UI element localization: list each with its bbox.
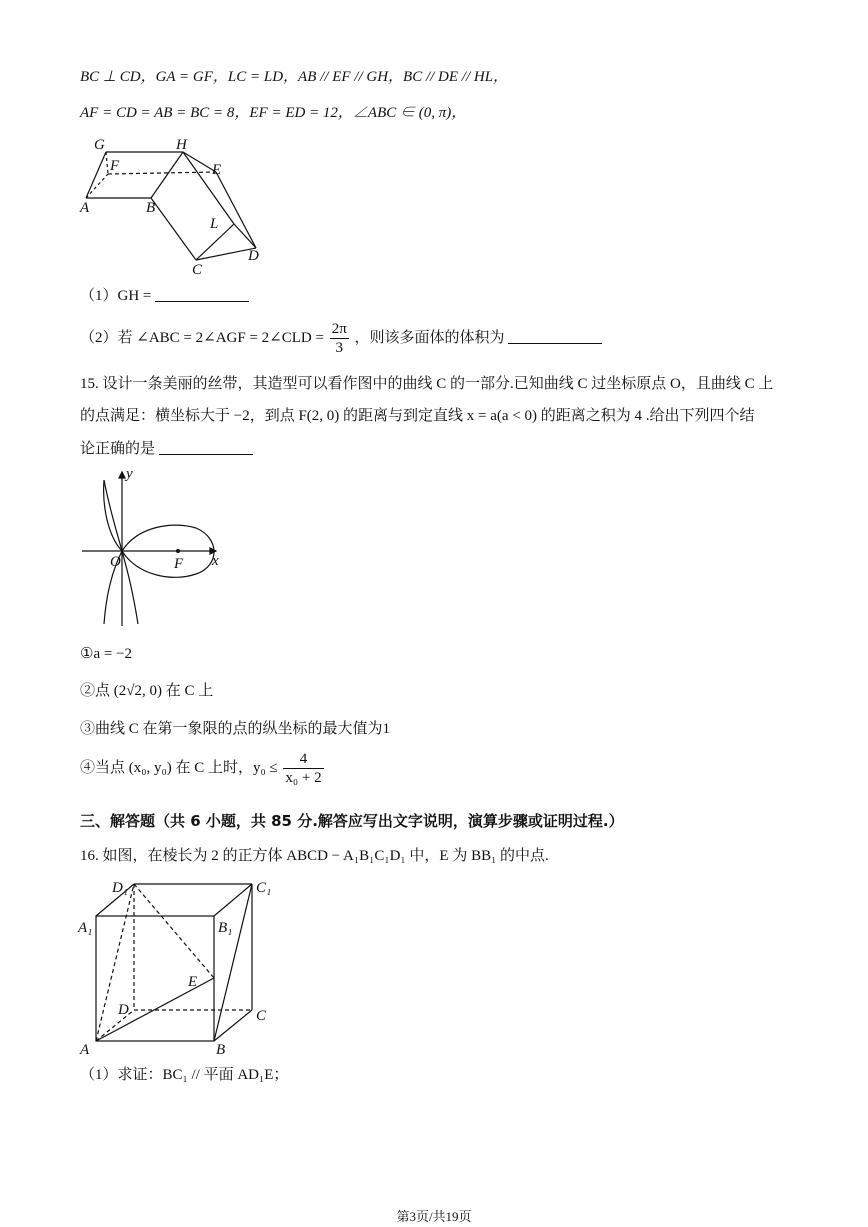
q16-label-B: B [216,1042,226,1058]
q16-label-A1: A₁ [78,920,93,936]
q15-option-1: ①a = −2 [80,646,133,662]
q14-part2-answer-blank[interactable] [508,327,602,344]
q14-conditions-line1: BC ⊥ CD，GA = GF，LC = LD，AB // EF // GH，BC // DE // HL， [80,69,509,85]
q15-answer-blank[interactable] [159,438,253,455]
q15-axis-x: x [212,553,219,569]
page-footer: 第3页/共19页 [396,1209,472,1224]
q14-part2-fraction: $\frac{2\pi}{3}$ [331,321,347,357]
q15-stem-line2: 的点满足：横坐标大于 −2，到点 F(2, 0) 的距离与到定直线 x = a(a < 0) 的距离之积为 4 .给出下列四个结 [80,408,755,424]
q14-part1: （1）GH = [80,285,249,307]
q14-label-G: G [94,137,105,153]
q14-part2: （2）若 ∠ABC = 2∠AGF = 2∠CLD = $\frac{2\pi}{3}$ ，则该多面体的体积为 [80,318,602,358]
q16-label-A: A [80,1042,90,1058]
q15-option-4-fraction: $\frac{4}{\text{x₀ + 2}}$ [285,751,322,787]
q15-option-4: ④当点 (x₀, y₀) 在 C 上时，y₀ ≤ $\frac{4}{\text{x₀ + 2}}$ [80,751,322,787]
q14-label-A: A [80,200,90,216]
q14-label-F: F [110,158,120,174]
q16-label-C: C [256,1008,267,1024]
q16-label-B1: B₁ [218,920,233,936]
q15-option-2: ②点 (2√2, 0) 在 C 上 [80,683,214,699]
q14-label-D: D [248,248,259,264]
q16-part1: （1）求证：BC₁ // 平面 AD₁E； [80,1067,289,1083]
q15-stem-line3: 论正确的是 [80,438,253,460]
q16-label-C1: C₁ [256,880,272,896]
q15-stem-line1: 15. 设计一条美丽的丝带，其造型可以看作图中的曲线 C 的一部分.已知曲线 C 过坐标原点 O，且曲线 C 上 [80,376,774,392]
q14-label-L: L [210,216,219,232]
q16-label-E: E [188,974,198,990]
q15-origin-O: O [110,554,121,570]
q16-label-D: D [118,1002,129,1018]
q14-conditions-line2: AF = CD = AB = BC = 8，EF = ED = 12，∠ABC ∈ (0, π)， [80,105,467,121]
q14-part1-answer-blank[interactable] [155,285,249,302]
q15-axis-y: y [126,466,133,482]
q16-label-D1: D₁ [112,880,129,896]
q15-focus-F: F [174,556,184,572]
q14-label-C: C [192,262,203,278]
q14-label-H: H [176,137,187,153]
section-3-title: 三、解答题（共 6 小题，共 85 分.解答应写出文字说明，演算步骤或证明过程.） [80,812,624,830]
q14-label-E: E [212,162,222,178]
q14-polyhedron-figure [76,132,276,282]
q16-stem: 16. 如图，在棱长为 2 的正方体 ABCD − A₁B₁C₁D₁ 中，E 为 BB₁ 的中点. [80,848,549,864]
q15-option-3: ③曲线 C 在第一象限的点的纵坐标的最大值为1 [80,721,391,737]
q15-curve-figure [78,466,238,632]
q16-cube-figure [76,874,276,1060]
q14-label-B: B [146,200,156,216]
